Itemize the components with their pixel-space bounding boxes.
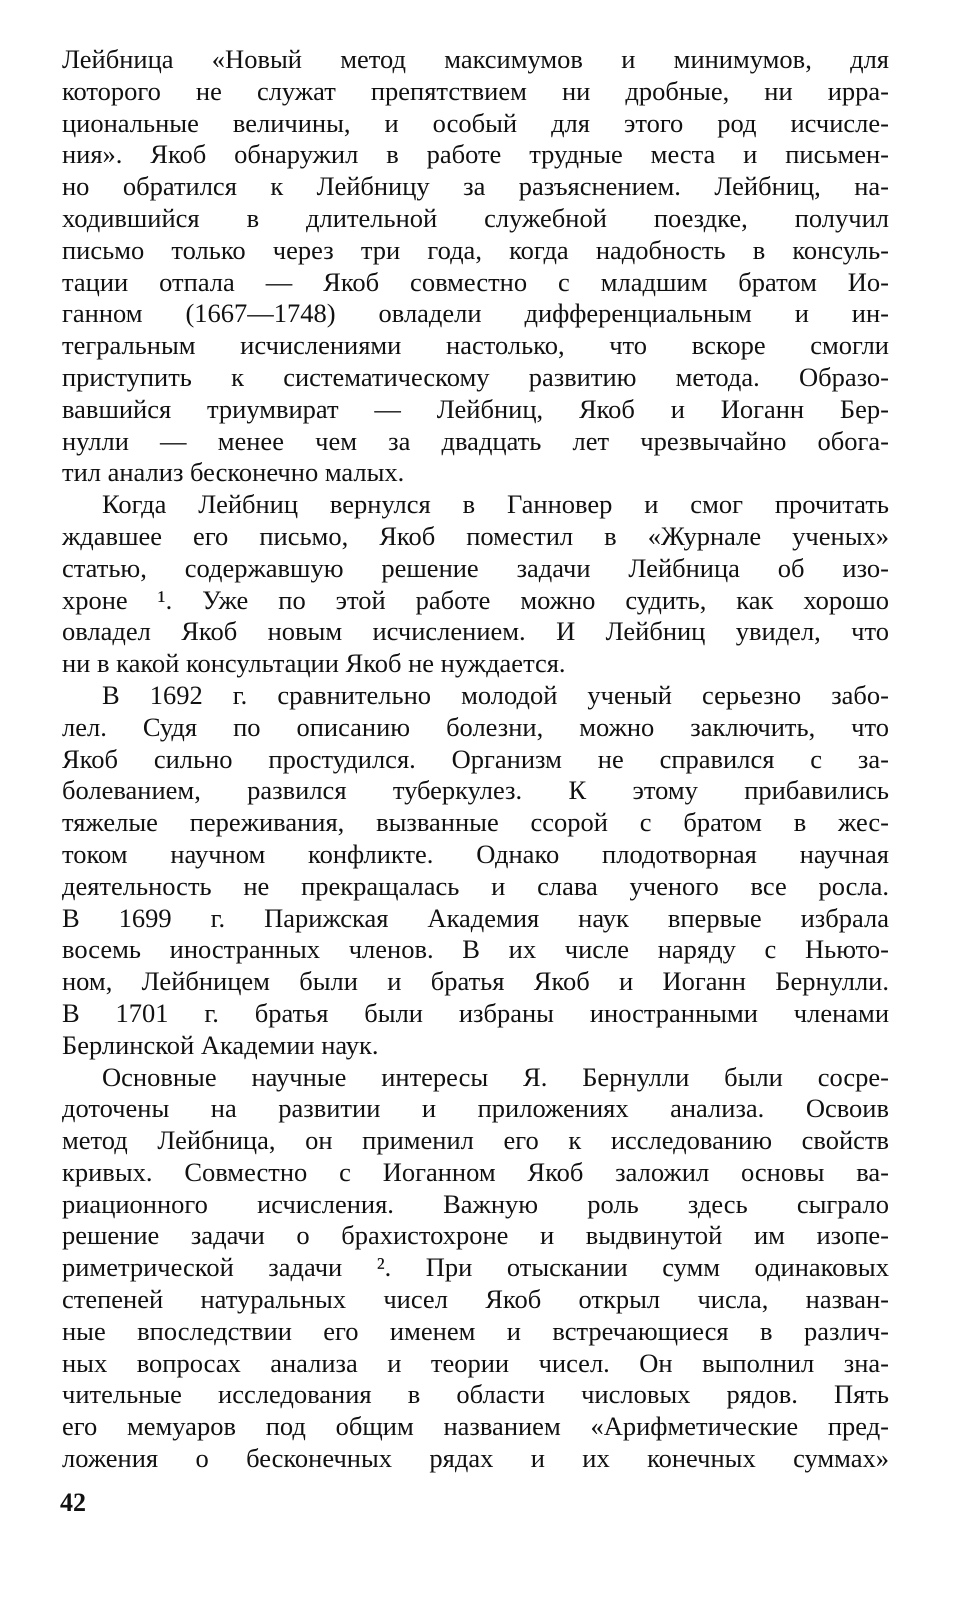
- paragraph: [62, 680, 889, 1062]
- text-line: вавшийся триумвират — Лейбниц, Якоб и Иоганн Бер-: [62, 393, 889, 424]
- text-line: циональные величины, и особый для этого род исчисле-: [62, 107, 889, 138]
- text-line: нулли — менее чем за двадцать лет чрезвычайно обога-: [62, 425, 889, 456]
- paragraph: [62, 489, 889, 680]
- text-line: В 1701 г. братья были избраны иностранными членами: [62, 997, 889, 1028]
- text-line: его мемуаров под общим названием «Арифметические пред-: [62, 1411, 889, 1442]
- text-line: Берлинской Академии наук.: [62, 1029, 379, 1060]
- text-line: ных вопросах анализа и теории чисел. Он выполнил зна-: [62, 1347, 889, 1378]
- text-line: Когда Лейбниц вернулся в Ганновер и смог прочитать: [102, 489, 889, 520]
- text-line: ганном (1667—1748) овладели дифференциальным и ин-: [62, 298, 889, 329]
- text-line: но обратился к Лейбницу за разъяснением. Лейбниц, на-: [62, 171, 889, 202]
- text-line: хроне ¹. Уже по этой работе можно судить, как хорошо: [62, 584, 889, 615]
- text-line: деятельность не прекращалась и слава ученого все росла.: [62, 870, 889, 901]
- text-line: письмо только через три года, когда надобность в консуль-: [62, 234, 889, 265]
- text-line: чительные исследования в области числовых рядов. Пять: [62, 1379, 889, 1410]
- text-line: кривых. Совместно с Иоганном Якоб заложил основы ва-: [62, 1156, 889, 1187]
- text-line: статью, содержавшую решение задачи Лейбница об изо-: [62, 552, 889, 583]
- text-line: В 1692 г. сравнительно молодой ученый серьезно забо-: [102, 679, 889, 710]
- text-line: степеней натуральных чисел Якоб открыл числа, назван-: [62, 1284, 889, 1315]
- text-line: болеванием, развился туберкулез. К этому прибавились: [62, 775, 889, 806]
- text-line: риметрической задачи ². При отыскании сумм одинаковых: [62, 1252, 889, 1283]
- text-line: ждавшее его письмо, Якоб поместил в «Журнале ученых»: [62, 520, 889, 551]
- paragraph: [62, 1062, 889, 1475]
- text-line: лел. Судя по описанию болезни, можно заключить, что: [62, 711, 889, 742]
- text-line: решение задачи о брахистохроне и выдвинутой им изопе-: [62, 1220, 889, 1251]
- text-line: током научном конфликте. Однако плодотворная научная: [62, 838, 889, 869]
- text-line: овладел Якоб новым исчислением. И Лейбниц увидел, что: [62, 616, 889, 647]
- text-line: ном, Лейбницем были и братья Якоб и Иоганн Бернулли.: [62, 966, 889, 997]
- text-line: приступить к систематическому развитию метода. Образо-: [62, 361, 889, 392]
- paragraph: [62, 44, 889, 489]
- text-line: ни в какой консультации Якоб не нуждается.: [62, 648, 566, 679]
- text-line: ложения о бесконечных рядах и их конечных суммах»: [62, 1443, 889, 1474]
- text-line: Якоб сильно простудился. Организм не справился с за-: [62, 743, 889, 774]
- text-line: ные впоследствии его именем и встречающиеся в различ-: [62, 1315, 889, 1346]
- text-line: ходившийся в длительной служебной поездке, получил: [62, 202, 889, 233]
- text-line: восемь иностранных членов. В их числе наряду с Ньюто-: [62, 934, 889, 965]
- text-line: которого не служат препятствием ни дробные, ни ирра-: [62, 75, 889, 106]
- page-number: 42: [60, 1488, 86, 1517]
- text-line: риационного исчисления. Важную роль здесь сыграло: [62, 1188, 889, 1219]
- text-line: ния». Якоб обнаружил в работе трудные места и письмен-: [62, 139, 889, 170]
- text-line: тации отпала — Якоб совместно с младшим братом Ио-: [62, 266, 889, 297]
- text-line: метод Лейбница, он применил его к исследованию свойств: [62, 1125, 889, 1156]
- page-body: [62, 44, 889, 1475]
- text-line: тегральным исчислениями настолько, что вскоре смогли: [62, 330, 889, 361]
- text-line: Лейбница «Новый метод максимумов и минимумов, для: [62, 44, 889, 74]
- text-line: тил анализ бесконечно малых.: [62, 457, 405, 488]
- text-line: Основные научные интересы Я. Бернулли были сосре-: [102, 1061, 889, 1092]
- text-line: В 1699 г. Парижская Академия наук впервые избрала: [62, 902, 889, 933]
- text-line: тяжелые переживания, вызванные ссорой с братом в жес-: [62, 807, 889, 838]
- text-line: доточены на развитии и приложениях анализа. Освоив: [62, 1093, 889, 1124]
